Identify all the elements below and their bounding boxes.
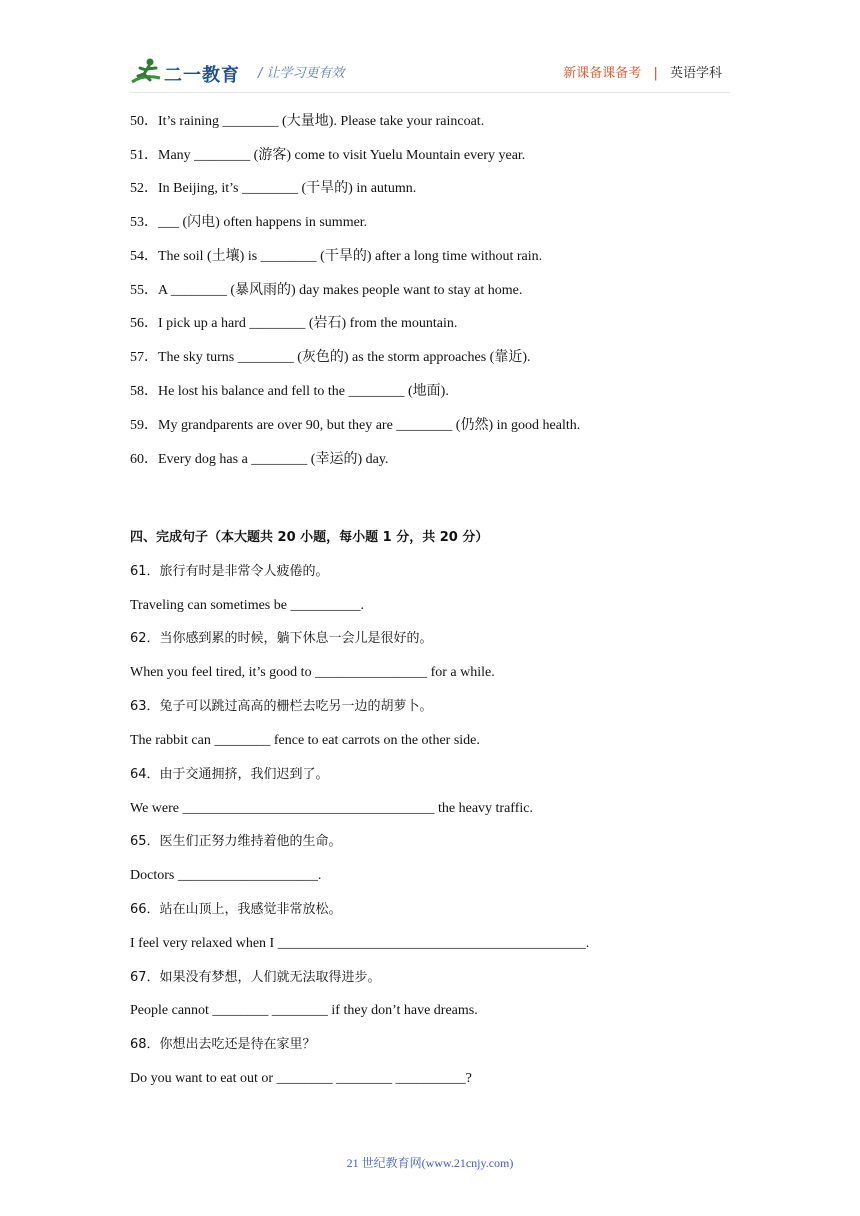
question-66-sentence: I feel very relaxed when I ____________________________________________.	[130, 936, 590, 951]
question-63-prompt: 63．兔子可以跳过高高的栅栏去吃另一边的胡萝卜。	[130, 699, 433, 714]
question-63-sentence: The rabbit can ________ fence to eat carrots on the other side.	[130, 733, 480, 748]
question-61-sentence: Traveling can sometimes be __________.	[130, 598, 364, 613]
header-tag-right: 英语学科	[669, 66, 722, 81]
question-64-prompt: 64．由于交通拥挤，我们迟到了。	[130, 767, 329, 782]
question-50: 50．It’s raining ________ (大量地). Please take your raincoat.	[130, 114, 485, 129]
question-52: 52．In Beijing, it’s ________ (干旱的) in autumn.	[130, 181, 417, 196]
header-tags	[563, 62, 722, 81]
running-figure-icon	[130, 56, 166, 88]
question-51: 51．Many ________ (游客) come to visit Yuelu Mountain every year.	[130, 148, 526, 163]
question-67-prompt: 67．如果没有梦想，人们就无法取得进步。	[130, 970, 381, 985]
page-footer: 21 世纪教育网(www.21cnjy.com)	[346, 1156, 514, 1170]
question-62-sentence: When you feel tired, it’s good to ________________ for a while.	[130, 665, 495, 680]
question-64-sentence: We were ____________________________________ the heavy traffic.	[130, 801, 533, 816]
question-60: 60．Every dog has a ________ (幸运的) day.	[130, 452, 389, 467]
question-57: 57．The sky turns ________ (灰色的) as the storm approaches (靠近).	[130, 350, 531, 365]
question-61-prompt: 61．旅行有时是非常令人疲倦的。	[130, 564, 329, 579]
question-59: 59．My grandparents are over 90, but they are ________ (仍然) in good health.	[130, 418, 581, 433]
header-tag-left: 新课备课备考	[563, 66, 642, 81]
question-55: 55．A ________ (暴风雨的) day makes people want to stay at home.	[130, 283, 523, 298]
logo	[130, 56, 260, 88]
question-65-sentence: Doctors ____________________.	[130, 868, 322, 883]
question-68-prompt: 68．你想出去吃还是待在家里？	[130, 1037, 316, 1052]
question-53: 53．___ (闪电) often happens in summer.	[130, 215, 368, 230]
question-62-prompt: 62．当你感到累的时候，躺下休息一会儿是很好的。	[130, 631, 433, 646]
header-divider	[130, 92, 730, 93]
question-58: 58．He lost his balance and fell to the ________ (地面).	[130, 384, 449, 399]
slogan: / 让学习更有效	[258, 66, 345, 81]
question-66-prompt: 66．站在山顶上，我感觉非常放松。	[130, 902, 342, 917]
page-header	[130, 52, 730, 92]
section-heading: 四、完成句子（本大题共 20 小题，每小题 1 分，共 20 分）	[130, 530, 489, 545]
question-65-prompt: 65．医生们正努力维持着他的生命。	[130, 834, 342, 849]
logo-text: 二一教育	[164, 65, 240, 86]
question-67-sentence: People cannot ________ ________ if they don’t have dreams.	[130, 1003, 478, 1018]
header-separator: |	[653, 66, 658, 81]
question-54: 54．The soil (土壤) is ________ (干旱的) after a long time without rain.	[130, 249, 543, 264]
question-56: 56．I pick up a hard ________ (岩石) from the mountain.	[130, 316, 458, 331]
question-68-sentence: Do you want to eat out or ________ ________ __________?	[130, 1071, 472, 1086]
